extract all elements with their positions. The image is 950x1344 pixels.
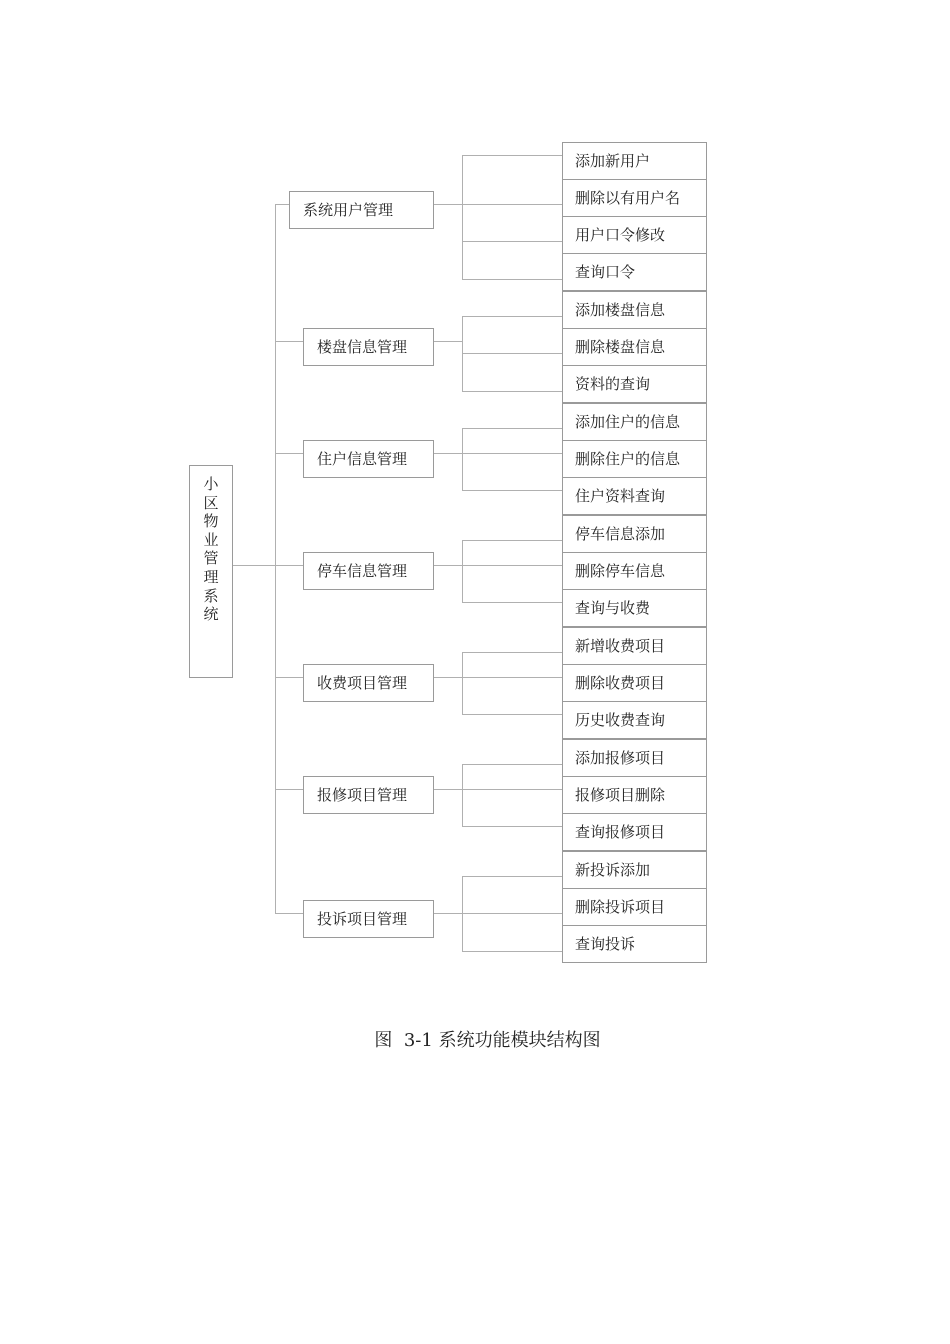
module-node-label: 收费项目管理	[317, 673, 408, 692]
connector-line	[462, 565, 562, 566]
leaf-node-label: 添加新用户	[575, 151, 651, 170]
connector-line	[462, 652, 562, 653]
leaf-node	[562, 328, 707, 366]
caption-number: 3-1	[403, 1030, 433, 1051]
module-node-system-users	[289, 191, 434, 229]
leaf-node-label: 删除楼盘信息	[575, 337, 666, 356]
leaf-node-label: 查询与收费	[575, 598, 651, 617]
leaf-node-label: 查询口令	[575, 262, 636, 281]
connector-line	[462, 602, 562, 603]
leaf-node-label: 历史收费查询	[575, 710, 666, 729]
connector-line	[462, 789, 562, 790]
module-node-label: 楼盘信息管理	[317, 337, 408, 356]
leaf-node	[562, 627, 707, 665]
connector-line	[462, 951, 562, 952]
module-node-label: 投诉项目管理	[317, 909, 408, 928]
connector-line	[433, 204, 562, 205]
leaf-node	[562, 515, 707, 553]
connector-line	[433, 565, 462, 566]
leaf-node-label: 删除投诉项目	[575, 897, 666, 916]
leaf-node	[562, 216, 707, 254]
connector-line	[462, 540, 463, 602]
connector-line	[433, 453, 462, 454]
module-node-fees	[303, 664, 434, 702]
leaf-node-label: 删除收费项目	[575, 673, 666, 692]
connector-line	[433, 789, 462, 790]
leaf-node	[562, 253, 707, 291]
root-node-label: 小区物业管理系统	[203, 475, 219, 624]
connector-line	[462, 490, 562, 491]
leaf-node	[562, 813, 707, 851]
connector-line	[462, 652, 463, 714]
connector-line	[462, 714, 562, 715]
module-node-label: 住户信息管理	[317, 449, 408, 468]
connector-line	[462, 677, 562, 678]
leaf-node-label: 报修项目删除	[575, 785, 666, 804]
leaf-node	[562, 701, 707, 739]
connector-line	[433, 341, 462, 342]
leaf-node	[562, 552, 707, 590]
connector-line	[462, 876, 562, 877]
module-node-label: 报修项目管理	[317, 785, 408, 804]
connector-line	[462, 428, 562, 429]
leaf-node	[562, 664, 707, 702]
module-node-label: 系统用户管理	[303, 200, 394, 219]
figure-caption	[0, 1026, 950, 1052]
connector-line	[275, 913, 303, 914]
connector-line	[275, 677, 303, 678]
connector-line	[462, 155, 463, 279]
leaf-node-label: 用户口令修改	[575, 225, 666, 244]
leaf-node-label: 资料的查询	[575, 374, 651, 393]
module-node-buildings	[303, 328, 434, 366]
module-node-repairs	[303, 776, 434, 814]
connector-line	[462, 353, 562, 354]
leaf-node	[562, 142, 707, 180]
leaf-node	[562, 739, 707, 777]
connector-line	[462, 453, 562, 454]
connector-line	[462, 764, 463, 826]
leaf-node	[562, 851, 707, 889]
leaf-node	[562, 365, 707, 403]
root-node	[189, 465, 233, 678]
connector-line	[462, 391, 562, 392]
leaf-node	[562, 179, 707, 217]
connector-line	[462, 764, 562, 765]
connector-line	[462, 826, 562, 827]
leaf-node-label: 查询投诉	[575, 934, 636, 953]
leaf-node-label: 新投诉添加	[575, 860, 651, 879]
connector-line	[275, 565, 303, 566]
connector-line	[275, 789, 303, 790]
connector-line	[462, 428, 463, 490]
leaf-node-label: 住户资料查询	[575, 486, 666, 505]
leaf-node	[562, 440, 707, 478]
connector-line	[275, 453, 303, 454]
connector-line	[462, 279, 562, 280]
connector-line	[462, 540, 562, 541]
leaf-node	[562, 925, 707, 963]
connector-line	[433, 677, 462, 678]
leaf-node	[562, 589, 707, 627]
module-node-residents	[303, 440, 434, 478]
leaf-node-label: 删除住户的信息	[575, 449, 681, 468]
connector-line	[275, 204, 289, 205]
leaf-node	[562, 776, 707, 814]
leaf-node	[562, 291, 707, 329]
leaf-node-label: 停车信息添加	[575, 524, 666, 543]
connector-line	[462, 241, 562, 242]
leaf-node-label: 删除以有用户名	[575, 188, 681, 207]
connector-line	[233, 565, 275, 566]
leaf-node	[562, 403, 707, 441]
leaf-node-label: 添加报修项目	[575, 748, 666, 767]
connector-line	[462, 316, 562, 317]
connector-line	[433, 913, 462, 914]
leaf-node	[562, 888, 707, 926]
trunk-line	[275, 204, 276, 913]
module-node-complaints	[303, 900, 434, 938]
leaf-node-label: 查询报修项目	[575, 822, 666, 841]
leaf-node-label: 删除停车信息	[575, 561, 666, 580]
leaf-node-label: 添加楼盘信息	[575, 300, 666, 319]
leaf-node-label: 新增收费项目	[575, 636, 666, 655]
connector-line	[275, 341, 303, 342]
caption-text: 系统功能模块结构图	[438, 1030, 601, 1051]
connector-line	[462, 155, 562, 156]
module-node-parking	[303, 552, 434, 590]
module-node-label: 停车信息管理	[317, 561, 408, 580]
leaf-node	[562, 477, 707, 515]
caption-prefix: 图	[374, 1030, 393, 1051]
leaf-node-label: 添加住户的信息	[575, 412, 681, 431]
connector-line	[462, 913, 562, 914]
